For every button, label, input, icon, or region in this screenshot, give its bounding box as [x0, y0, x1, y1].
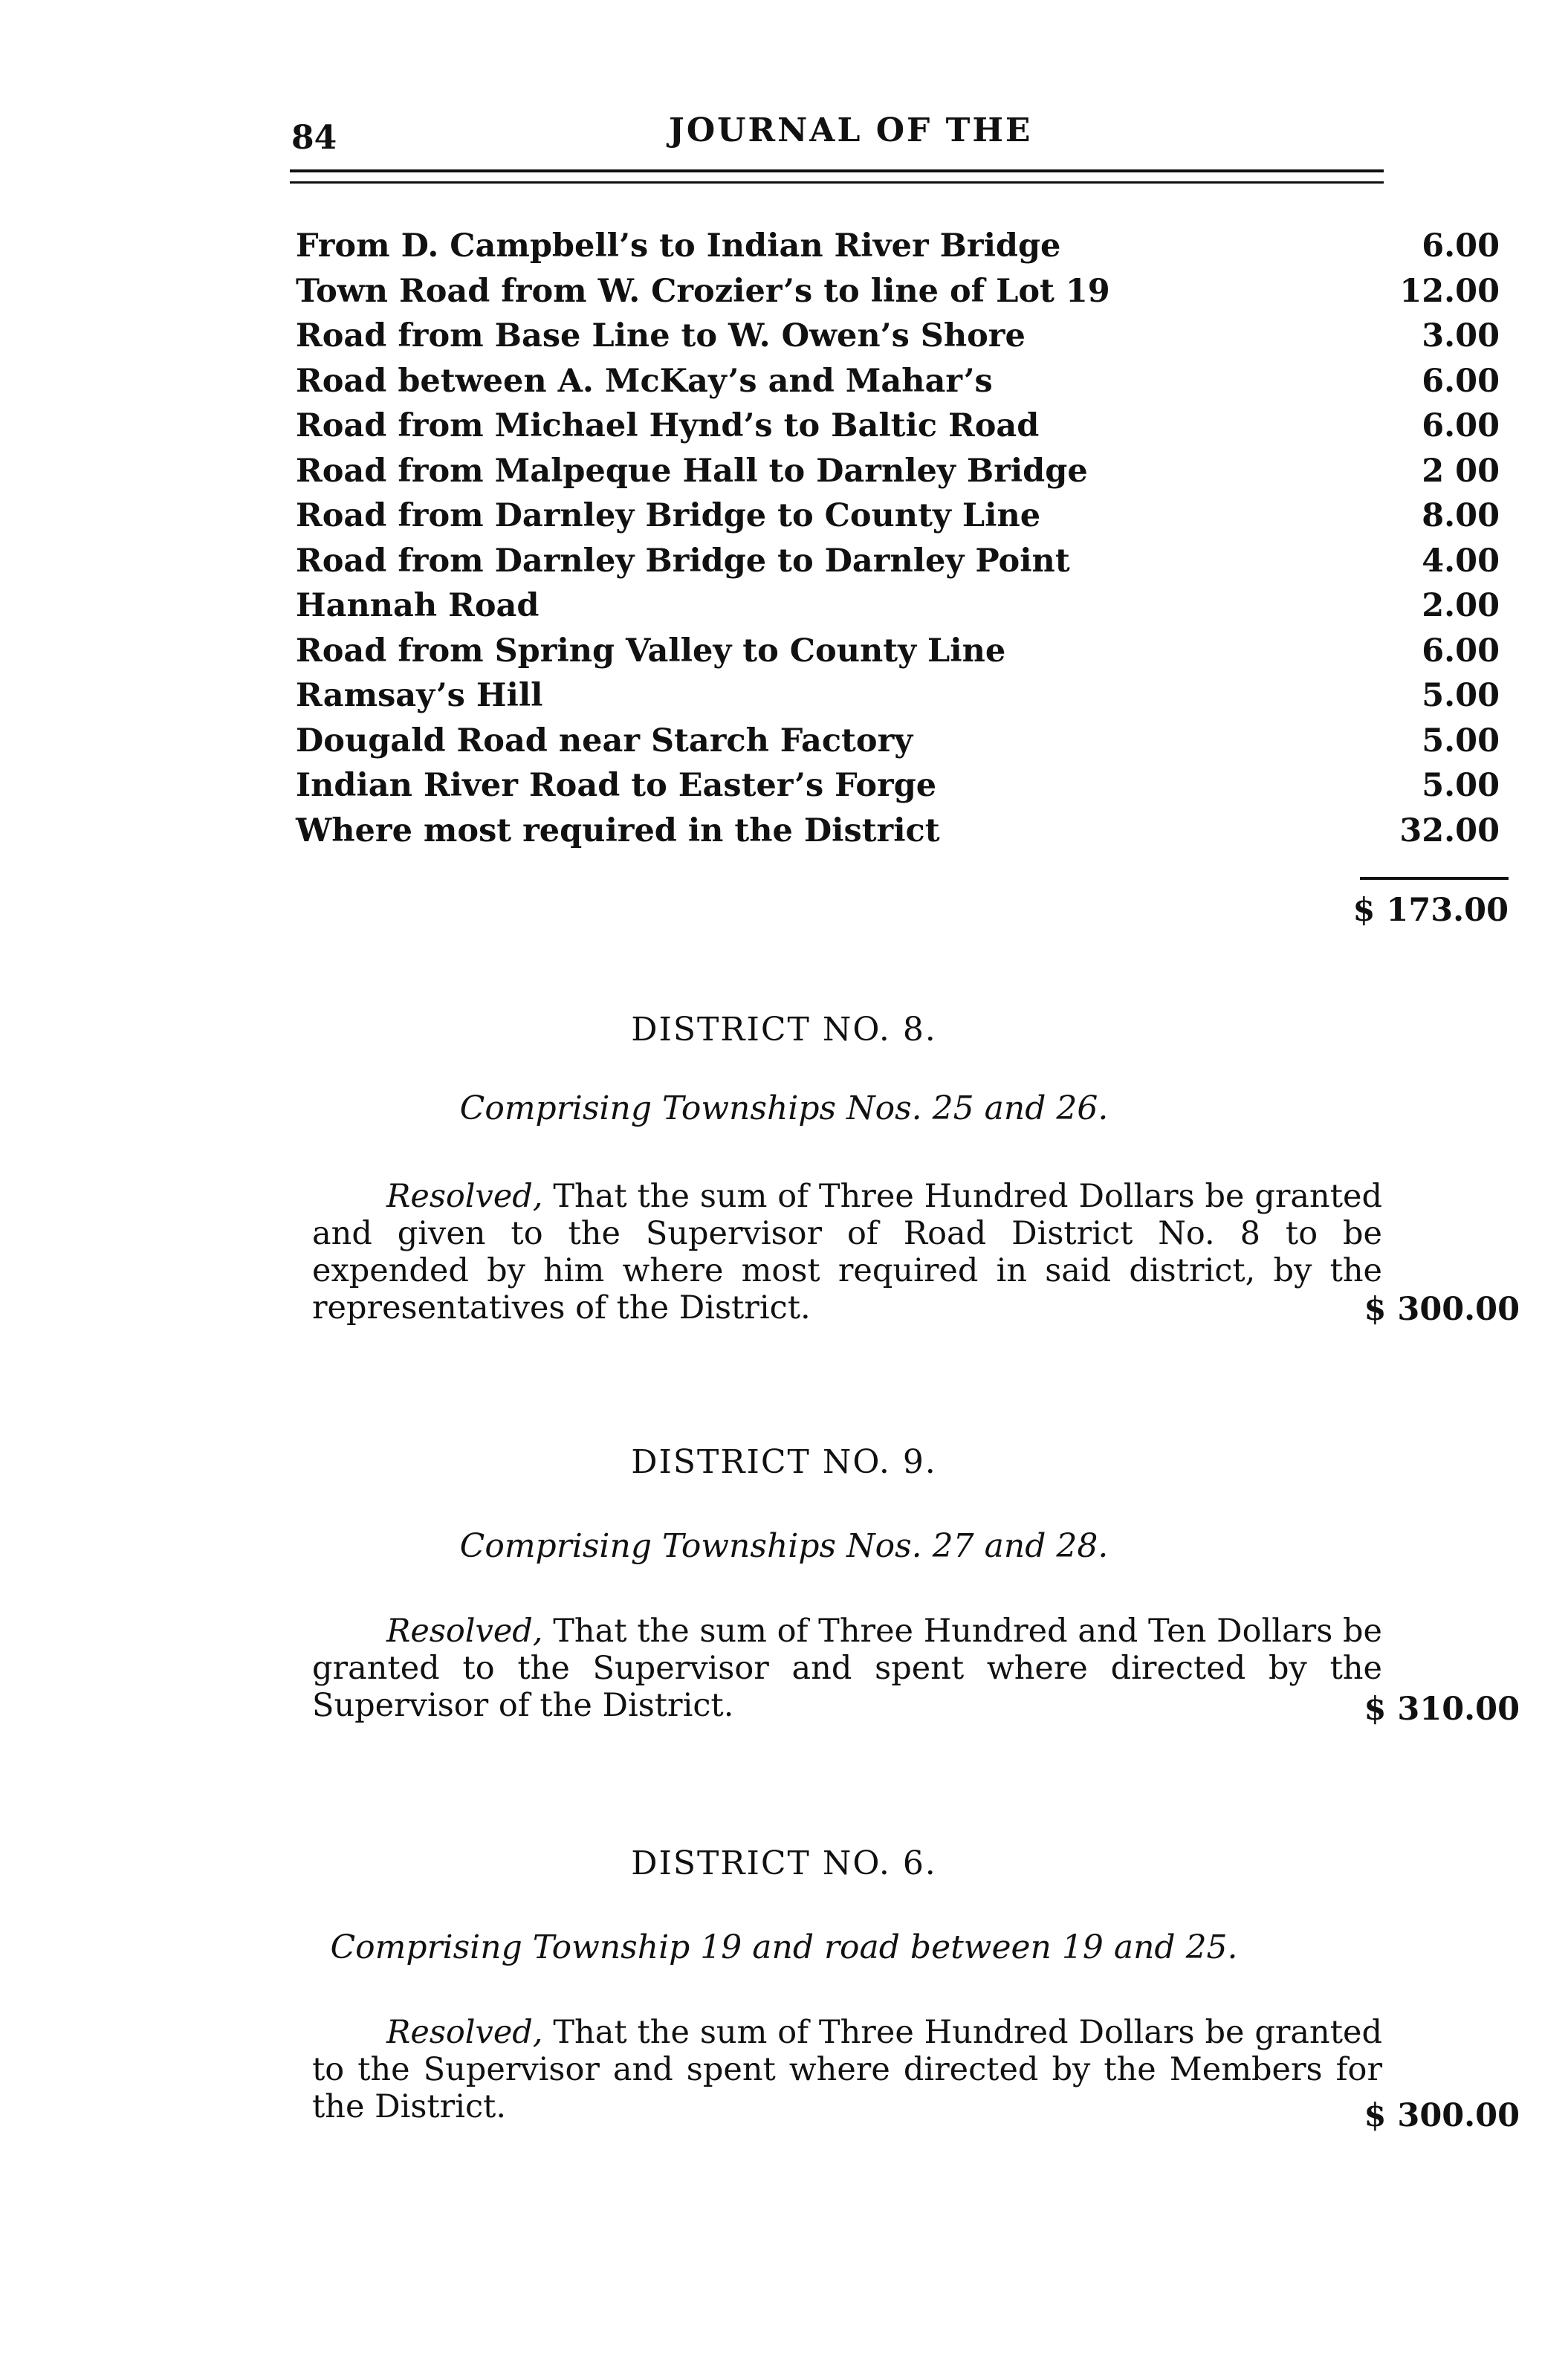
road-description: Road from Darnley Bridge to County Line — [296, 497, 1041, 534]
header-rule — [290, 169, 1384, 172]
road-row — [296, 273, 1514, 318]
road-description: Road from Darnley Bridge to Darnley Point — [296, 542, 1070, 580]
road-amount: 5.00 — [1422, 767, 1500, 804]
road-row — [296, 812, 1514, 858]
road-row — [296, 407, 1514, 453]
road-amount: 4.00 — [1422, 542, 1500, 580]
resolution-lead: Resolved, — [386, 2014, 543, 2051]
district-resolution — [312, 1178, 1382, 1326]
district-subheading: Comprising Townships Nos. 27 and 28. — [459, 1527, 1109, 1565]
road-description: Ramsay’s Hill — [296, 677, 543, 714]
road-description: Road from Base Line to W. Owen’s Shore — [296, 317, 1026, 354]
road-amount: 6.00 — [1422, 362, 1500, 400]
road-row — [296, 363, 1514, 408]
road-row — [296, 317, 1514, 363]
resolution-text: That the sum of Three Hundred Dollars be granted to the Supervisor and spent where directed by the Members for the District. — [312, 2014, 1382, 2125]
road-amount: 5.00 — [1422, 722, 1500, 759]
road-amount: 2 00 — [1422, 452, 1500, 490]
road-amount: 12.00 — [1399, 272, 1500, 310]
road-amount: 6.00 — [1422, 632, 1500, 670]
road-description: From D. Campbell’s to Indian River Bridge — [296, 227, 1061, 265]
header-rule-secondary — [290, 181, 1384, 184]
road-amount: 32.00 — [1399, 812, 1500, 849]
road-amount: 5.00 — [1422, 677, 1500, 714]
resolution-lead: Resolved, — [386, 1613, 543, 1650]
road-description: Road from Malpeque Hall to Darnley Bridge — [296, 452, 1088, 490]
road-description: Road from Spring Valley to County Line — [296, 632, 1006, 670]
running-head: JOURNAL OF THE — [669, 111, 1033, 149]
road-row — [296, 587, 1514, 632]
district-heading: DISTRICT NO. 9. — [631, 1443, 937, 1481]
total-rule — [1360, 877, 1509, 880]
road-amount: 6.00 — [1422, 227, 1500, 265]
district-subheading: Comprising Townships Nos. 25 and 26. — [459, 1089, 1109, 1127]
district-resolution — [312, 2014, 1382, 2125]
road-description: Where most required in the District — [296, 812, 940, 849]
road-description: Road between A. McKay’s and Mahar’s — [296, 362, 993, 400]
page-number: 84 — [291, 119, 337, 157]
road-row — [296, 722, 1514, 768]
road-row — [296, 677, 1514, 722]
road-amount: 8.00 — [1422, 497, 1500, 534]
district-heading: DISTRICT NO. 8. — [631, 1011, 937, 1049]
road-row — [296, 453, 1514, 498]
road-description: Hannah Road — [296, 587, 540, 624]
road-description: Indian River Road to Easter’s Forge — [296, 767, 937, 804]
resolution-amount: $ 310.00 — [1364, 1691, 1520, 1728]
road-row — [296, 767, 1514, 812]
road-amount: 3.00 — [1422, 317, 1500, 354]
resolution-lead: Resolved, — [386, 1178, 543, 1215]
road-description: Road from Michael Hynd’s to Baltic Road — [296, 407, 1040, 444]
district-heading: DISTRICT NO. 6. — [631, 1844, 937, 1882]
road-row — [296, 542, 1514, 588]
road-row — [296, 497, 1514, 542]
district-subheading: Comprising Township 19 and road between 19 and 25. — [330, 1928, 1238, 1966]
roads-total: $ 173.00 — [1352, 892, 1509, 929]
resolution-text: That the sum of Three Hundred Dollars be granted and given to the Supervisor of Road District No. 8 to be expended by him where most required in said district, by the representatives of the District. — [312, 1178, 1382, 1326]
road-row — [296, 227, 1514, 273]
road-row — [296, 632, 1514, 678]
district-resolution — [312, 1613, 1382, 1724]
resolution-amount: $ 300.00 — [1364, 2097, 1520, 2134]
resolution-text: That the sum of Three Hundred and Ten Dollars be granted to the Supervisor and spent where directed by the Supervisor of the District. — [312, 1613, 1382, 1724]
road-appropriation-list — [296, 227, 1514, 857]
road-description: Town Road from W. Crozier’s to line of Lot 19 — [296, 272, 1110, 310]
road-description: Dougald Road near Starch Factory — [296, 722, 913, 759]
road-amount: 2.00 — [1422, 587, 1500, 624]
resolution-amount: $ 300.00 — [1364, 1291, 1520, 1328]
road-amount: 6.00 — [1422, 407, 1500, 444]
